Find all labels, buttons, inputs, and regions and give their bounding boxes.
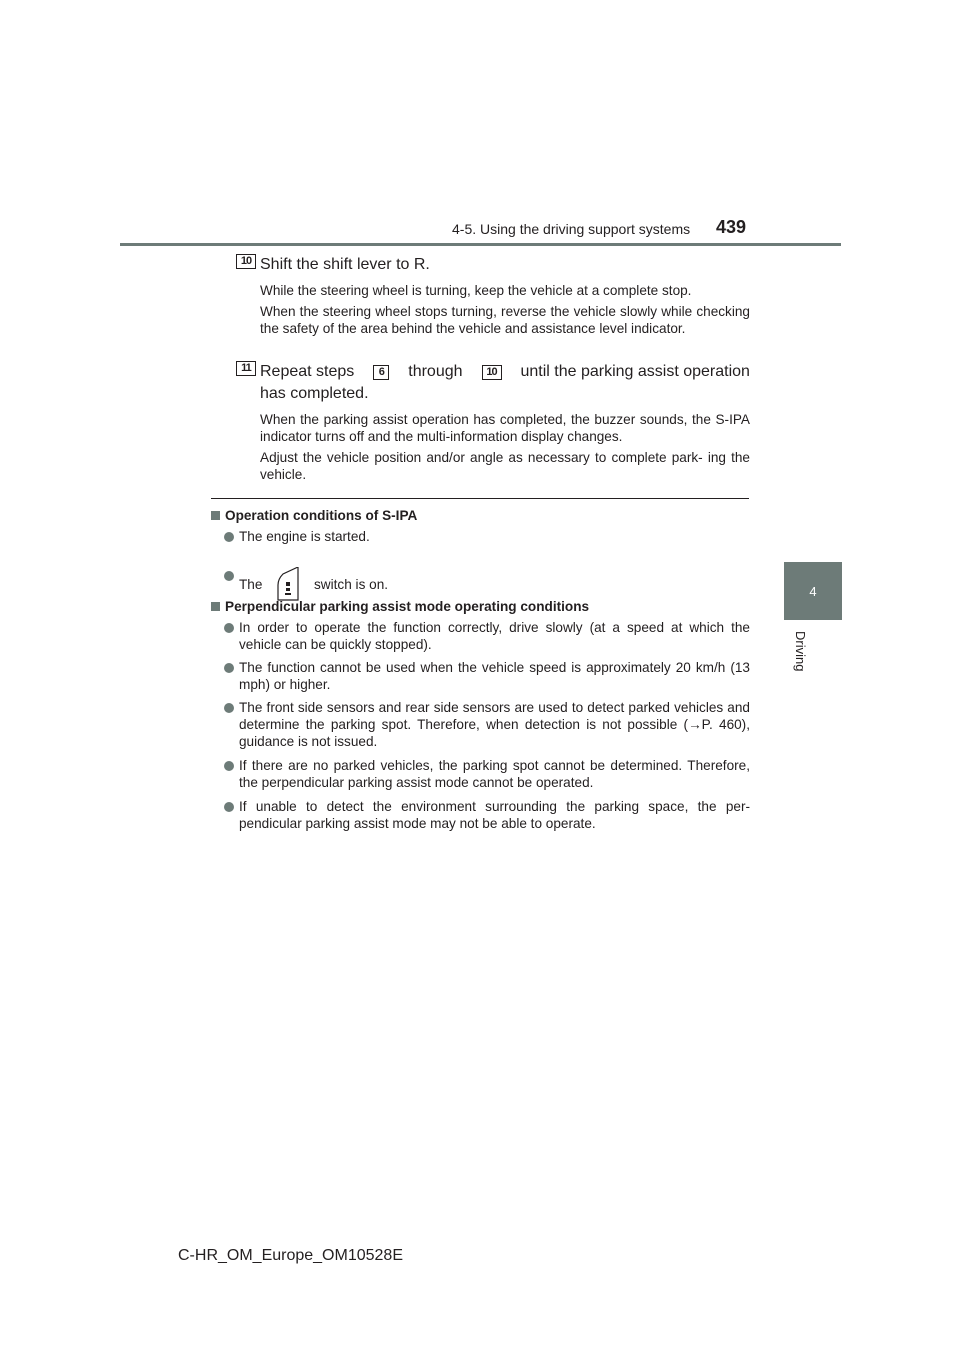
chapter-tab-number[interactable]: 4 <box>784 562 842 620</box>
list-item <box>224 798 750 832</box>
list-item <box>224 699 750 750</box>
list-item <box>224 567 750 601</box>
list-item-text: If there are no parked vehicles, the parking spot cannot be determined. Therefore, the perpendicular parking assist mode cannot be operated. <box>239 758 750 790</box>
list-item-text: The function cannot be used when the vehicle speed is approximately 20 km/h (13 mph) or higher. <box>239 660 750 692</box>
list-item-text: If unable to detect the environment surrounding the parking space, the per- pendicular parking assist mode may not be able to operate. <box>239 799 750 831</box>
step-note: When the steering wheel stops turning, reverse the vehicle slowly while checking the safety of the area behind the vehicle and assistance level indicator. <box>260 304 750 336</box>
step-note: While the steering wheel is turning, keep the vehicle at a complete stop. <box>260 283 692 298</box>
list-item <box>224 528 750 545</box>
step-badge: 11 <box>236 361 256 376</box>
list-item-text: The switch is on. <box>239 567 750 601</box>
list-item <box>224 659 750 693</box>
step-11 <box>236 361 750 483</box>
step-title: Shift the shift lever to R. <box>260 256 430 273</box>
perpendicular-conditions-heading: Perpendicular parking assist mode operating conditions <box>211 599 589 614</box>
list-item-text: The front side sensors and rear side sensors are used to detect parked vehicles and determine the parking spot. Therefore, when detection is not possible (→P. 460), guidance is not issued. <box>239 700 750 749</box>
bullet-icon <box>224 663 234 673</box>
list-item-text: In order to operate the function correctly, drive slowly (at a speed at which the vehicle can be quickly stopped). <box>239 620 750 652</box>
step-note: Adjust the vehicle position and/or angle as necessary to complete park- ing the vehicle. <box>260 450 750 482</box>
step-title-part: until the parking assist operation <box>520 363 750 380</box>
step-ref-badge[interactable]: 6 <box>373 365 389 380</box>
page-number: 439 <box>716 217 747 237</box>
header-rule <box>120 243 841 246</box>
step-ref-badge[interactable]: 10 <box>482 365 502 380</box>
bullet-icon <box>224 703 234 713</box>
step-title <box>260 361 750 383</box>
parking-assist-switch-icon <box>274 567 302 601</box>
list-item <box>224 757 750 791</box>
square-bullet-icon <box>211 602 220 611</box>
operation-conditions-heading: Operation conditions of S-IPA <box>211 508 417 523</box>
section-title: 4-5. Using the driving support systems <box>452 221 691 237</box>
chapter-tab-label: Driving <box>793 631 808 672</box>
step-title-part: Repeat steps <box>260 363 355 380</box>
bullet-icon <box>224 802 234 812</box>
bullet-icon <box>224 532 234 542</box>
bullet-icon <box>224 761 234 771</box>
bullet-icon <box>224 571 234 581</box>
step-title-part: through <box>408 363 463 380</box>
step-badge: 10 <box>236 254 256 269</box>
section-divider <box>211 498 749 499</box>
document-code: C-HR_OM_Europe_OM10528E <box>178 1247 403 1264</box>
bullet-icon <box>224 623 234 633</box>
step-note: When the parking assist operation has completed, the buzzer sounds, the S-IPA indicator turns off and the multi-information display changes. <box>260 412 750 444</box>
step-title-line2: has completed. <box>260 385 369 402</box>
list-item-text: The engine is started. <box>239 529 370 544</box>
list-item <box>224 619 750 653</box>
square-bullet-icon <box>211 511 220 520</box>
step-10 <box>236 254 750 337</box>
